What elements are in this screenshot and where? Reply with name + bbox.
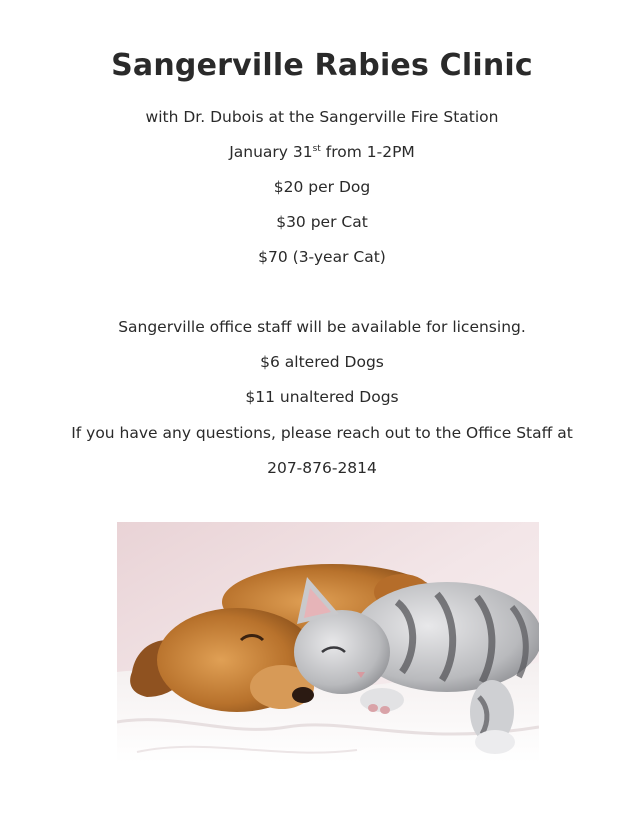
date-prefix: January 31 (229, 143, 313, 161)
dog-vaccine-price: $20 per Dog (273, 178, 371, 196)
clinic-location-line: with Dr. Dubois at the Sangerville Fire Station (145, 108, 499, 126)
cat-vaccine-price: $30 per Cat (276, 213, 368, 231)
clinic-date-line (0, 143, 644, 161)
date-time: from 1-2PM (320, 143, 415, 161)
date-ordinal: st (312, 144, 321, 154)
contact-instructions: If you have any questions, please reach out to the Office Staff at (71, 424, 573, 442)
altered-dog-license-fee: $6 altered Dogs (260, 353, 384, 371)
unaltered-dog-license-fee: $11 unaltered Dogs (245, 388, 399, 406)
office-phone-number: 207-876-2814 (267, 459, 377, 477)
licensing-note: Sangerville office staff will be available for licensing. (118, 318, 526, 336)
three-year-cat-vaccine-price: $70 (3-year Cat) (258, 248, 386, 266)
puppy-and-kitten-photo (117, 522, 539, 763)
flyer-title: Sangerville Rabies Clinic (111, 48, 533, 83)
